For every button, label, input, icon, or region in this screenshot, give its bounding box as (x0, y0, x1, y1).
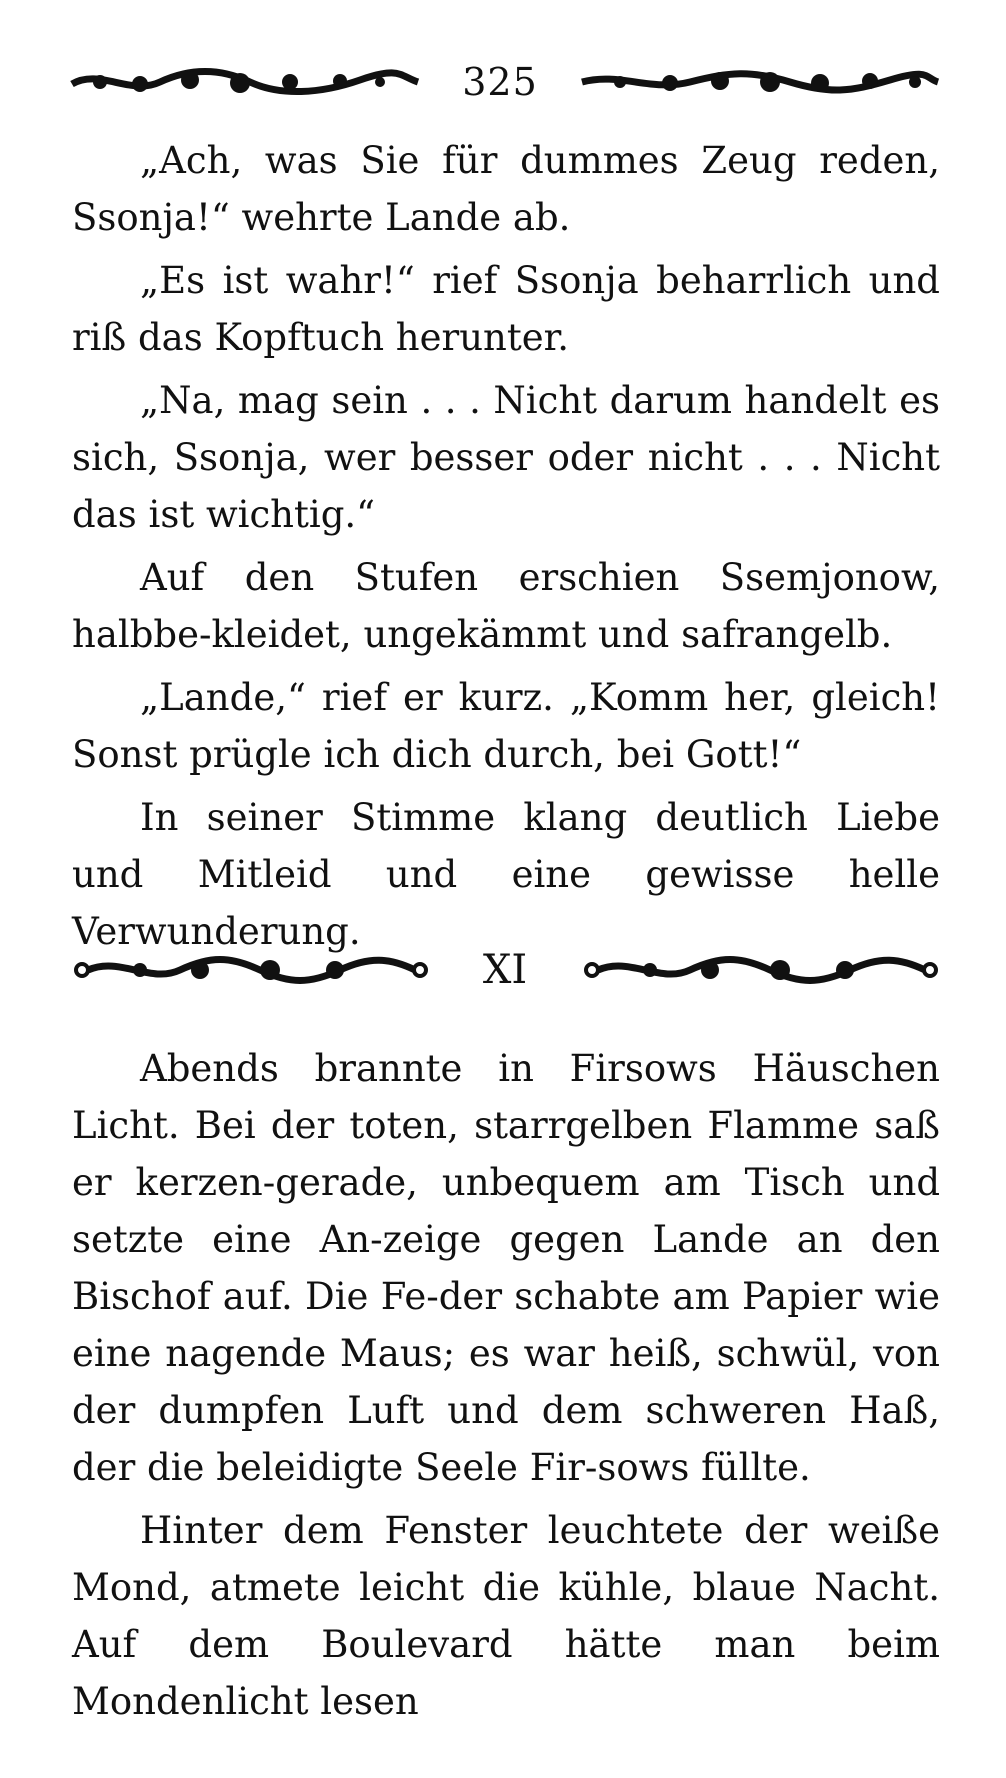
ornament-scroll-icon (580, 950, 940, 990)
paragraph: Hinter dem Fenster leuchtete der weiße Mond, atmete leicht die kühle, blaue Nacht. Auf dem Boulevard hätte man beim Mondenlicht lesen (72, 1509, 940, 1723)
page-number: 325 (462, 60, 538, 104)
paragraph: „Ach, was Sie für dummes Zeug reden, Ssonja!“ wehrte Lande ab. (72, 139, 940, 239)
chapter-heading (70, 940, 940, 1000)
paragraph: „Es ist wahr!“ rief Ssonja beharrlich und riß das Kopftuch herunter. (72, 259, 940, 359)
paragraph: In seiner Stimme klang deutlich Liebe und Mitleid und eine gewisse helle Verwunderung. (72, 796, 940, 953)
ornament-scroll-icon (70, 950, 430, 990)
paragraph: „Lande,“ rief er kurz. „Komm her, gleich! Sonst prügle ich dich durch, bei Gott!“ (72, 676, 940, 776)
section-two (72, 1040, 940, 1730)
paragraph: Auf den Stufen erschien Ssemjonow, halbbe-kleidet, ungekämmt und safrangelb. (72, 556, 940, 656)
ornament-vine-icon (70, 62, 420, 102)
paragraph: „Na, mag sein . . . Nicht darum handelt es sich, Ssonja, wer besser oder nicht . . . Nicht das ist wichtig.“ (72, 379, 940, 536)
page-header (70, 52, 940, 112)
section-one (72, 132, 940, 960)
paragraph: Abends brannte in Firsows Häuschen Licht. Bei der toten, starrgelben Flamme saß er kerzen-gerade, unbequem am Tisch und setzte eine An-zeige gegen Lande an den Bischof auf. Die Fe-der schabte am Papier wie eine nagende Maus; es war heiß, schwül, von der dumpfen Luft und dem schweren Haß, der die beleidigte Seele Fir-sows füllte. (72, 1047, 940, 1489)
chapter-title: XI (482, 947, 528, 993)
ornament-vine-icon (580, 62, 940, 102)
